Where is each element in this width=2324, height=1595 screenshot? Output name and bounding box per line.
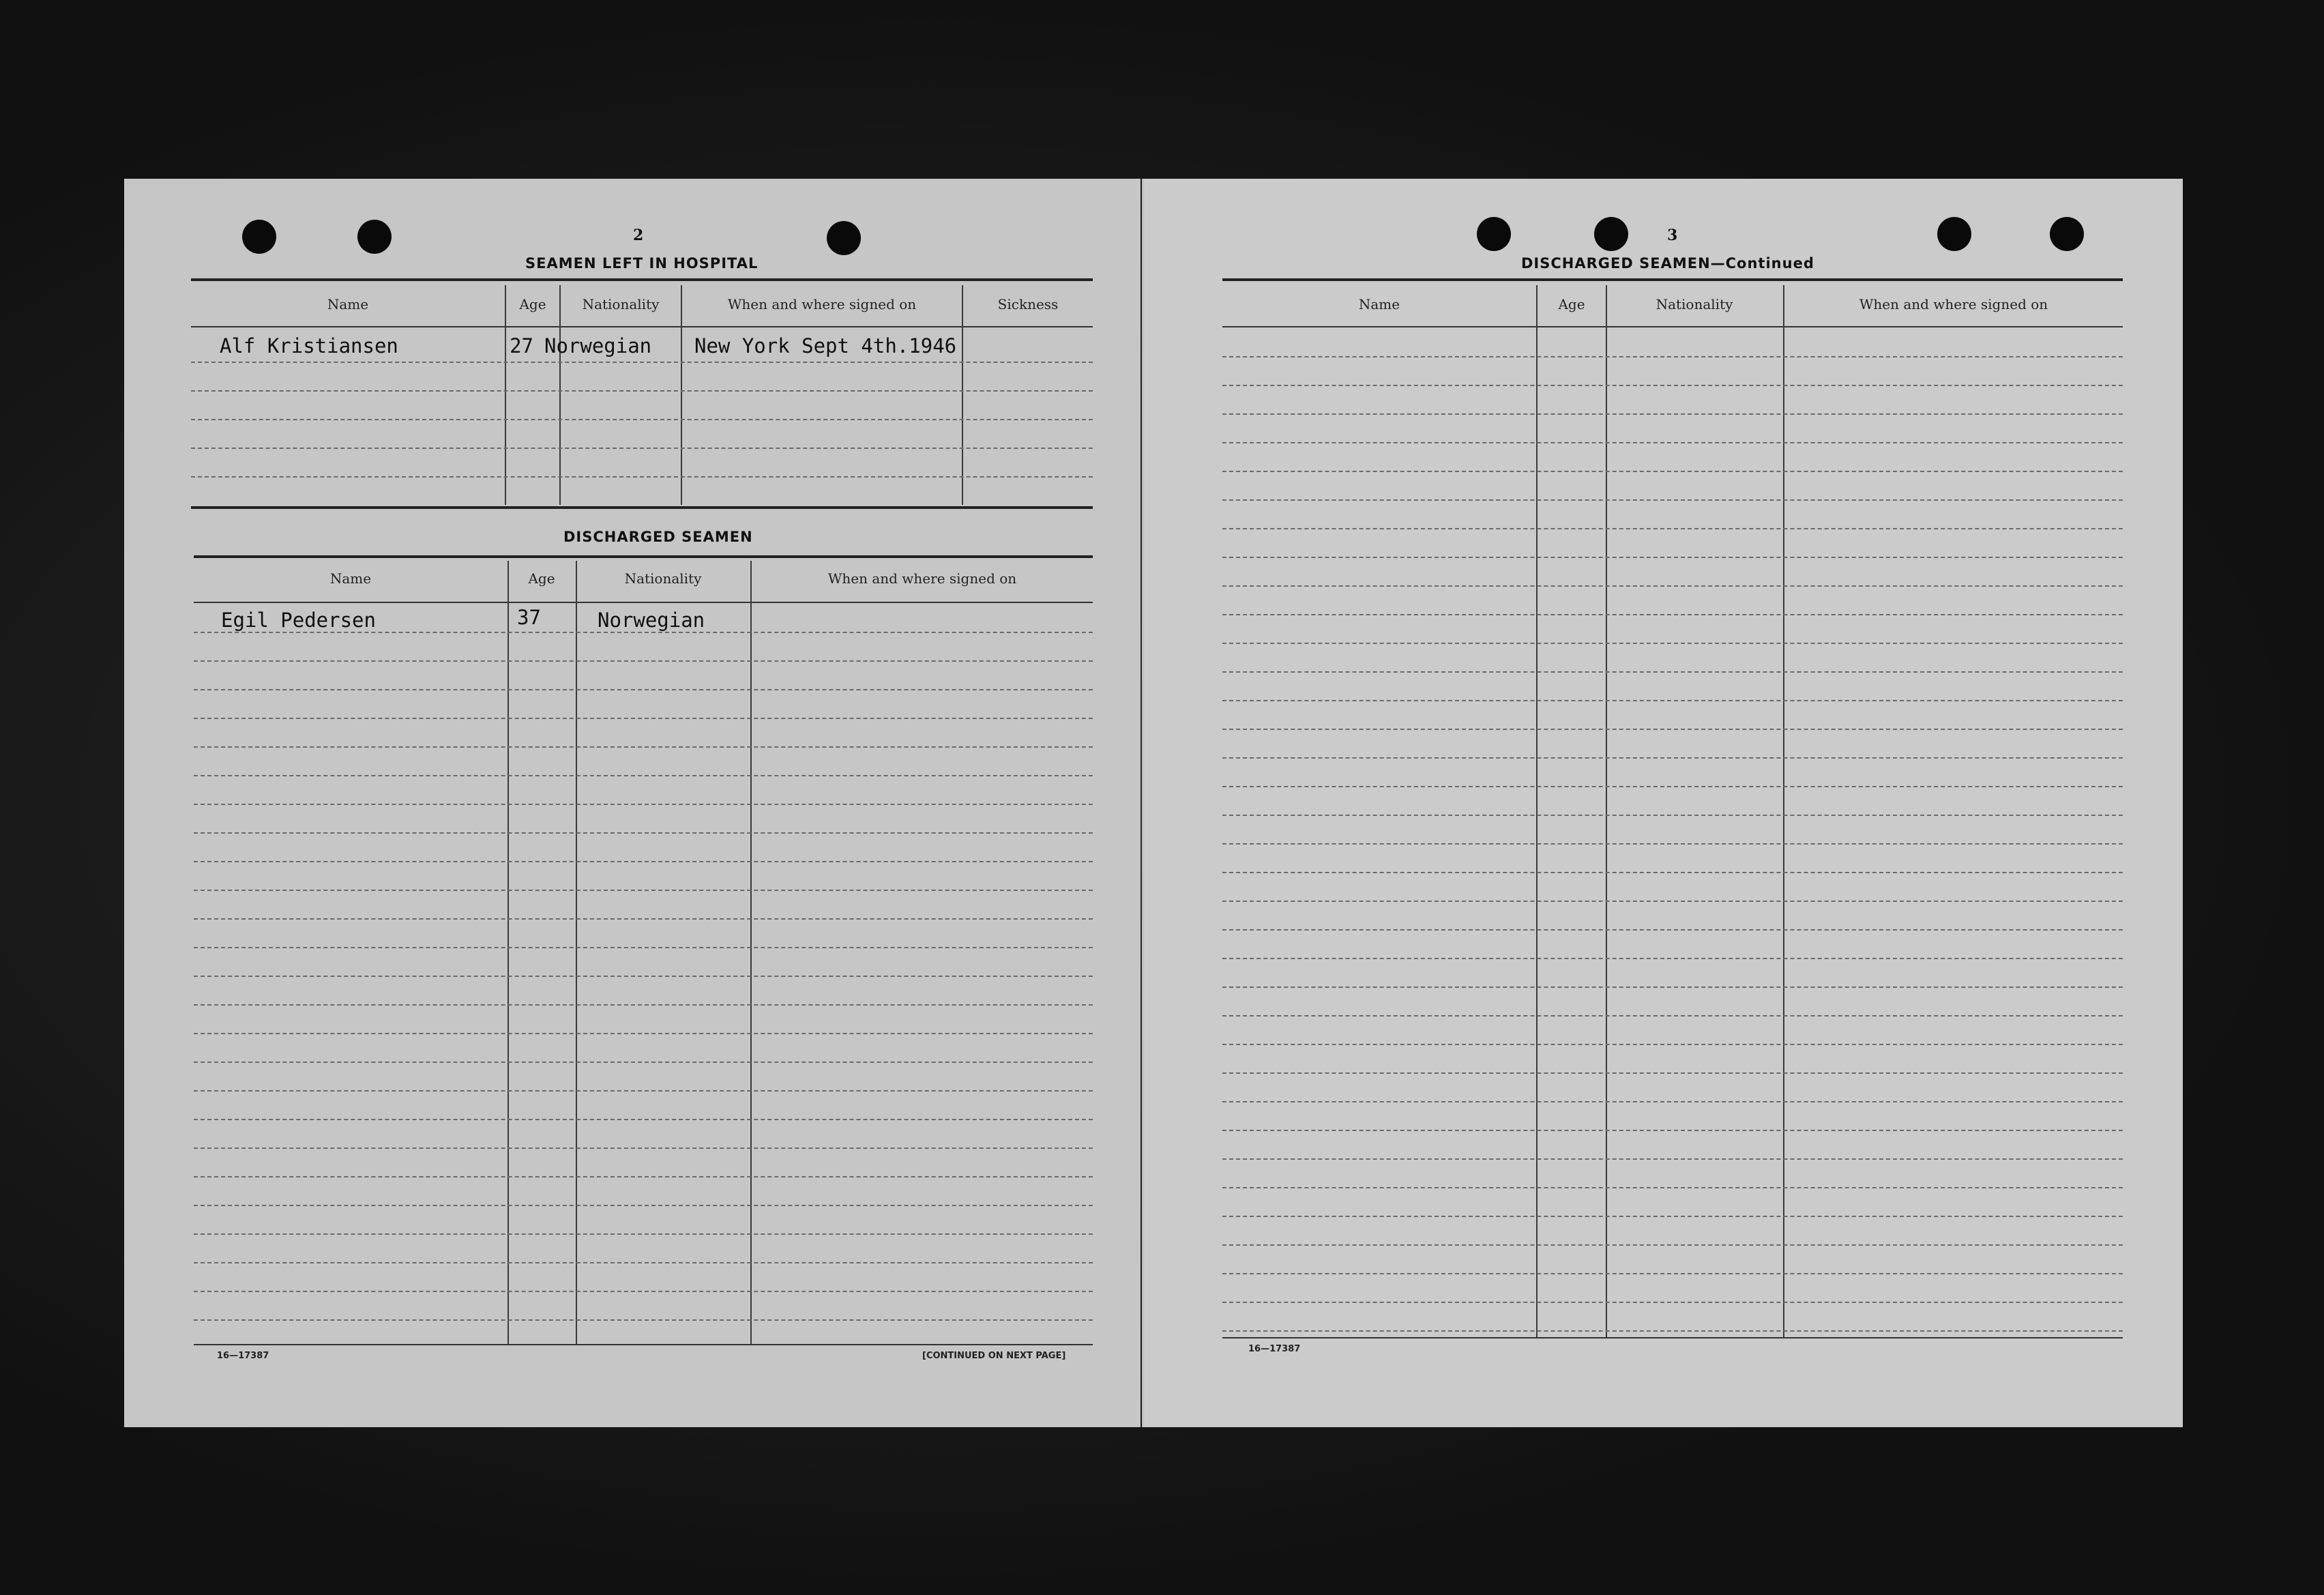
ruled-line	[1222, 700, 2123, 701]
continued-note: [CONTINUED ON NEXT PAGE]	[922, 1351, 1066, 1361]
ruled-line	[1222, 671, 2123, 673]
column-divider	[962, 285, 963, 505]
col-header-nationality: Nationality	[582, 296, 660, 312]
ruled-line	[1222, 986, 2123, 988]
ruled-line	[191, 476, 1093, 478]
col-header-signed-on: When and where signed on	[1859, 296, 2048, 312]
table-bottom-rule	[1222, 1337, 2123, 1338]
discharged-section-title: DISCHARGED SEAMEN	[563, 529, 753, 545]
right-page	[1146, 179, 2183, 1427]
ruled-line	[1222, 413, 2123, 415]
ruled-line	[191, 362, 1093, 363]
ruled-line	[1222, 1273, 2123, 1274]
discharged-age-cell: 37	[517, 606, 541, 629]
table-bottom-rule	[194, 1344, 1093, 1345]
punch-hole	[1937, 217, 1971, 251]
col-header-sickness: Sickness	[997, 296, 1059, 312]
column-divider	[681, 285, 682, 505]
ruled-line	[1222, 585, 2123, 587]
ruled-line	[1222, 499, 2123, 501]
ruled-line	[194, 1062, 1093, 1063]
ruled-line	[1222, 385, 2123, 386]
ruled-line	[194, 947, 1093, 948]
ruled-line	[194, 632, 1093, 633]
ruled-line	[194, 1233, 1093, 1235]
header-rule	[194, 602, 1093, 603]
ruled-line	[1222, 729, 2123, 730]
col-header-signed-on: When and where signed on	[827, 570, 1017, 587]
ruled-line	[1222, 1302, 2123, 1303]
punch-hole	[357, 220, 392, 254]
ruled-line	[194, 861, 1093, 862]
ruled-line	[1222, 1044, 2123, 1045]
ruled-line	[194, 832, 1093, 834]
section-end-rule	[191, 506, 1093, 509]
ruled-line	[191, 448, 1093, 449]
punch-hole	[1594, 217, 1628, 251]
ruled-line	[1222, 1216, 2123, 1217]
ruled-line	[194, 660, 1093, 662]
ruled-line	[1222, 471, 2123, 472]
divider	[1222, 278, 2123, 281]
ruled-line	[1222, 1330, 2123, 1332]
ruled-line	[194, 1119, 1093, 1120]
ruled-line	[1222, 643, 2123, 644]
form-code: 16—17387	[1248, 1344, 1301, 1354]
col-header-nationality: Nationality	[1656, 296, 1733, 312]
ruled-line	[191, 419, 1093, 420]
ruled-line	[1222, 557, 2123, 558]
discharged-nationality-cell: Norwegian	[598, 609, 705, 632]
column-divider	[559, 285, 561, 505]
page-number: 2	[633, 226, 644, 244]
ruled-line	[194, 890, 1093, 891]
ruled-line	[194, 918, 1093, 920]
ruled-line	[194, 1147, 1093, 1149]
ruled-line	[1222, 1015, 2123, 1016]
ruled-line	[194, 775, 1093, 776]
discharged-name-cell: Egil Pedersen	[221, 609, 376, 632]
ruled-line	[1222, 843, 2123, 845]
column-divider	[508, 561, 509, 1344]
header-rule	[1222, 326, 2123, 327]
ruled-line	[1222, 1158, 2123, 1160]
ruled-line	[1222, 1130, 2123, 1131]
col-header-age: Age	[528, 570, 555, 587]
ruled-line	[194, 1205, 1093, 1206]
ruled-line	[1222, 1187, 2123, 1188]
col-header-age: Age	[1558, 296, 1585, 312]
ruled-line	[1222, 786, 2123, 787]
ruled-line	[1222, 901, 2123, 902]
page-number: 3	[1667, 226, 1678, 244]
divider	[191, 278, 1093, 281]
ruled-line	[194, 689, 1093, 690]
ruled-line	[1222, 929, 2123, 931]
column-divider	[505, 285, 506, 505]
ruled-line	[194, 804, 1093, 805]
ruled-line	[1222, 442, 2123, 443]
hospital-signed-on-cell: New York Sept 4th.1946	[694, 334, 957, 357]
ruled-line	[1222, 356, 2123, 357]
ruled-line	[194, 1262, 1093, 1263]
header-rule	[191, 326, 1093, 327]
ruled-line	[194, 1176, 1093, 1177]
ruled-line	[194, 1033, 1093, 1034]
column-divider	[750, 561, 752, 1344]
left-page	[124, 179, 1141, 1427]
ruled-line	[194, 746, 1093, 748]
punch-hole	[2050, 217, 2084, 251]
hospital-nationality-cell: Norwegian	[544, 334, 652, 357]
ruled-line	[1222, 528, 2123, 529]
punch-hole	[827, 221, 861, 255]
divider	[194, 555, 1093, 558]
discharged-continued-title: DISCHARGED SEAMEN—Continued	[1521, 255, 1814, 272]
hospital-section-title: SEAMEN LEFT IN HOSPITAL	[525, 255, 759, 272]
ruled-line	[1222, 614, 2123, 615]
ruled-line	[1222, 757, 2123, 759]
col-header-nationality: Nationality	[624, 570, 702, 587]
ruled-line	[194, 1090, 1093, 1092]
col-header-signed-on: When and where signed on	[727, 296, 917, 312]
ruled-line	[1222, 1072, 2123, 1074]
col-header-age: Age	[519, 296, 546, 312]
hospital-name-cell: Alf Kristiansen	[220, 334, 398, 357]
punch-hole	[242, 220, 276, 254]
form-code: 16—17387	[217, 1351, 269, 1361]
ruled-line	[1222, 872, 2123, 873]
ruled-line	[1222, 1101, 2123, 1102]
ruled-line	[1222, 815, 2123, 816]
ruled-line	[1222, 1244, 2123, 1246]
ruled-line	[194, 718, 1093, 719]
col-header-name: Name	[327, 296, 369, 312]
col-header-name: Name	[329, 570, 372, 587]
ruled-line	[194, 1319, 1093, 1321]
ruled-line	[194, 1291, 1093, 1292]
ruled-line	[191, 390, 1093, 392]
ruled-line	[1222, 958, 2123, 959]
col-header-name: Name	[1358, 296, 1400, 312]
column-divider	[576, 561, 577, 1344]
ruled-line	[194, 1004, 1093, 1006]
hospital-age-cell: 27	[510, 334, 533, 357]
punch-hole	[1477, 217, 1511, 251]
ruled-line	[194, 976, 1093, 977]
